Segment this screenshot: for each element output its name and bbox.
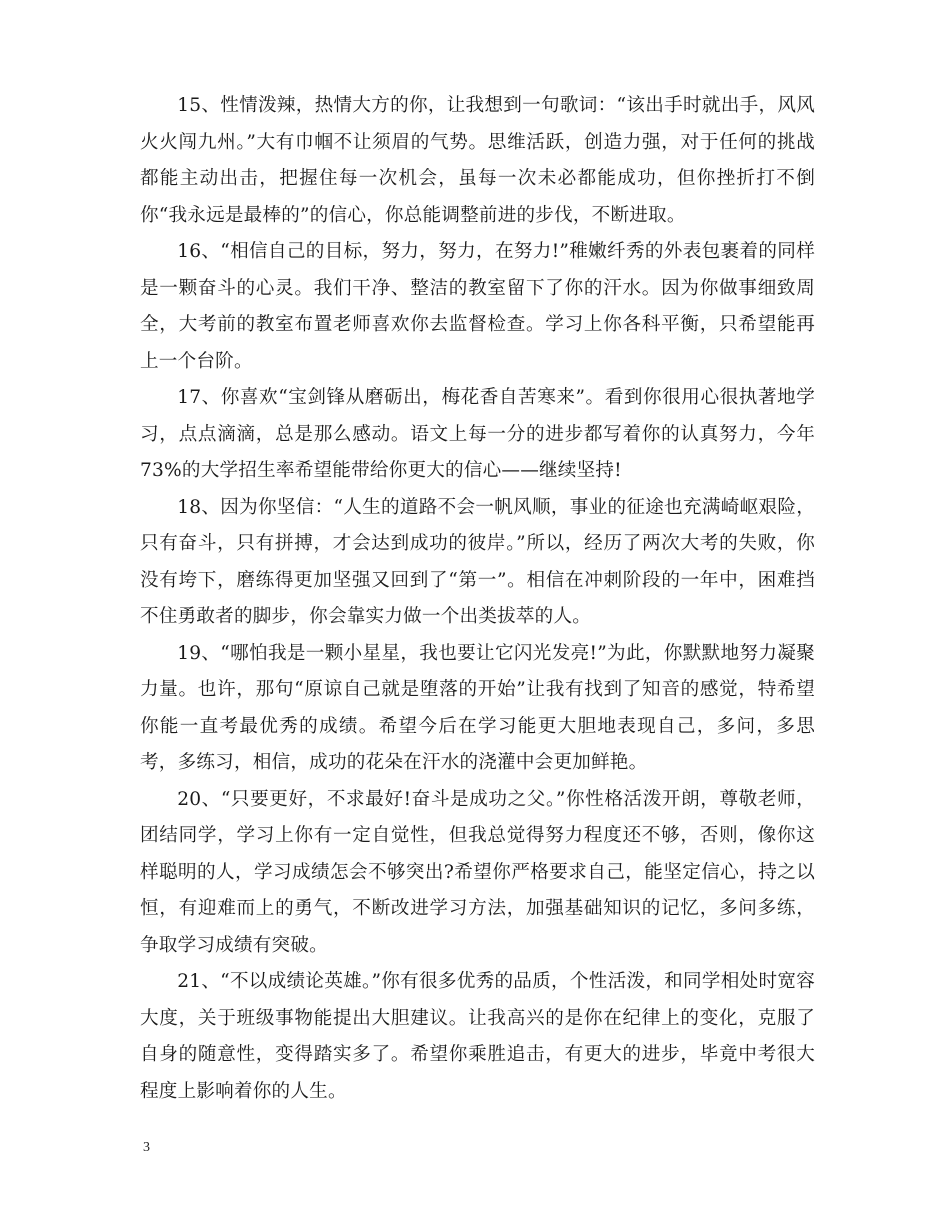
paragraph-18: 18、因为你坚信：“人生的道路不会一帆风顺，事业的征途也充满崎岖艰险，只有奋斗，只有拼搏，才会达到成功的彼岸。”所以，经历了两次大考的失败，你没有垮下，磨练得更加坚强又回到了“第一”。相信在冲刺阶段的一年中，困难挡不住勇敢者的脚步，你会靠实力做一个出类拔萃的人。 <box>140 496 815 627</box>
paragraph-15: 15、性情泼辣，热情大方的你，让我想到一句歌词：“该出手时就出手，风风火火闯九州。”大有巾帼不让须眉的气势。思维活跃，创造力强，对于任何的挑战都能主动出击，把握住每一次机会，虽每一次未必都能成功，但你挫折打不倒你“我永远是最棒的”的信心，你总能调整前进的步伐，不断进取。 <box>140 95 815 226</box>
paragraph-19: 19、“哪怕我是一颗小星星，我也要让它闪光发亮!”为此，你默默地努力凝聚力量。也许，那句“原谅自己就是堕落的开始”让我有找到了知音的感觉，特希望你能一直考最优秀的成绩。希望今后在学习能更大胆地表现自己，多问，多思考，多练习，相信，成功的花朵在汗水的浇灌中会更加鲜艳。 <box>140 642 815 773</box>
paragraph-17: 17、你喜欢“宝剑锋从磨砺出，梅花香自苦寒来”。看到你很用心很执著地学习，点点滴滴，总是那么感动。语文上每一分的进步都写着你的认真努力，今年73%的大学招生率希望能带给你更大的信心——继续坚持! <box>140 387 815 481</box>
paragraph-20: 20、“只要更好，不求最好!奋斗是成功之父。”你性格活泼开朗，尊敬老师，团结同学，学习上你有一定自觉性，但我总觉得努力程度还不够，否则，像你这样聪明的人，学习成绩怎会不够突出?希望你严格要求自己，能坚定信心，持之以恒，有迎难而上的勇气，不断改进学习方法，加强基础知识的记忆，多问多练，争取学习成绩有突破。 <box>140 788 815 956</box>
paragraph-21: 21、“不以成绩论英雄。”你有很多优秀的品质，个性活泼，和同学相处时宽容大度，关于班级事物能提出大胆建议。让我高兴的是你在纪律上的变化，克服了自身的随意性，变得踏实多了。希望你乘胜追击，有更大的进步，毕竟中考很大程度上影响着你的人生。 <box>140 971 815 1102</box>
page-number: 3 <box>143 1140 150 1155</box>
paragraph-16: 16、“相信自己的目标，努力，努力，在努力!”稚嫩纤秀的外表包裹着的同样是一颗奋斗的心灵。我们干净、整洁的教室留下了你的汗水。因为你做事细致周全，大考前的教室布置老师喜欢你去监督检查。学习上你各科平衡，只希望能再上一个台阶。 <box>140 241 815 372</box>
document-body <box>140 88 815 1110</box>
